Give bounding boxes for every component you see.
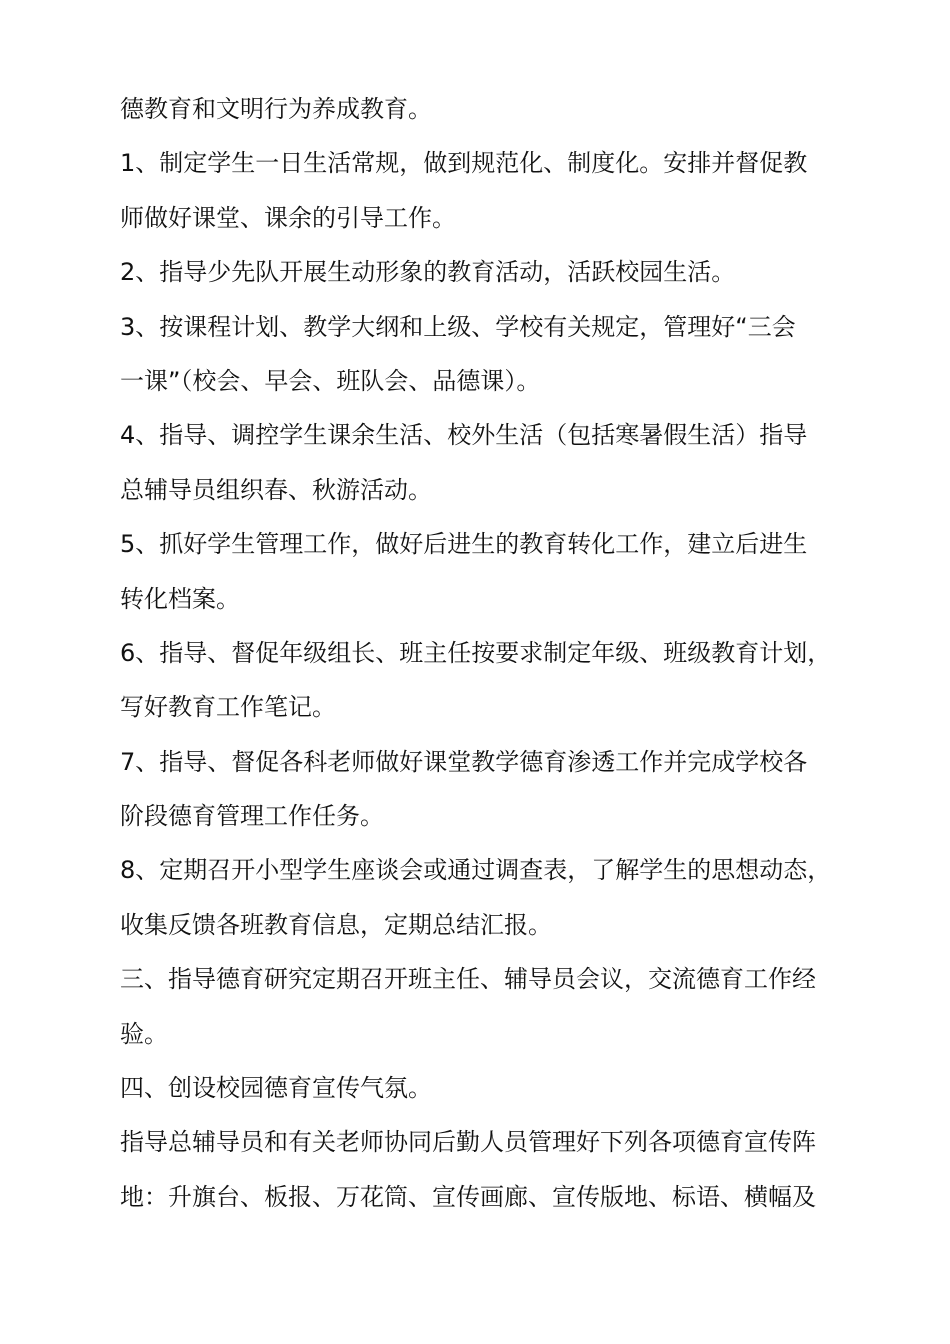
text-line: 1、制定学生一日生活常规，做到规范化、制度化。安排并督促教: [120, 149, 808, 178]
text-line: 收集反馈各班教育信息，定期总结汇报。: [120, 910, 552, 939]
text-line: 3、按课程计划、教学大纲和上级、学校有关规定，管理好“三会: [120, 312, 796, 341]
text-line: 德教育和文明行为养成教育。: [120, 95, 432, 123]
text-line: 8、定期召开小型学生座谈会或通过调查表，了解学生的思想动态，: [120, 856, 832, 885]
text-line: 7、指导、督促各科老师做好课堂教学德育渗透工作并完成学校各: [120, 747, 808, 776]
text-line: 师做好课堂、课余的引导工作。: [120, 203, 456, 232]
document-body: [120, 82, 850, 1224]
text-line: 6、指导、督促年级组长、班主任按要求制定年级、班级教育计划，: [120, 638, 832, 667]
text-line: 阶段德育管理工作任务。: [120, 802, 384, 831]
text-line: 5、抓好学生管理工作，做好后进生的教育转化工作，建立后进生: [120, 530, 808, 559]
text-line: 2、指导少先队开展生动形象的教育活动，活跃校园生活。: [120, 258, 736, 287]
text-line: 转化档案。: [120, 584, 240, 613]
text-line: 四、创设校园德育宣传气氛。: [120, 1074, 432, 1103]
text-line: 地：升旗台、板报、万花筒、宣传画廊、宣传版地、标语、横幅及: [120, 1182, 816, 1211]
text-line: 总辅导员组织春、秋游活动。: [120, 475, 432, 504]
text-line: 4、指导、调控学生课余生活、校外生活（包括寒暑假生活）指导: [120, 421, 808, 450]
text-line: 验。: [120, 1019, 168, 1048]
text-line: 一课”（校会、早会、班队会、品德课）。: [120, 366, 541, 395]
text-line: 指导总辅导员和有关老师协同后勤人员管理好下列各项德育宣传阵: [120, 1128, 816, 1157]
text-line: 写好教育工作笔记。: [120, 693, 336, 722]
text-line: 三、指导德育研究定期召开班主任、辅导员会议，交流德育工作经: [120, 965, 816, 994]
